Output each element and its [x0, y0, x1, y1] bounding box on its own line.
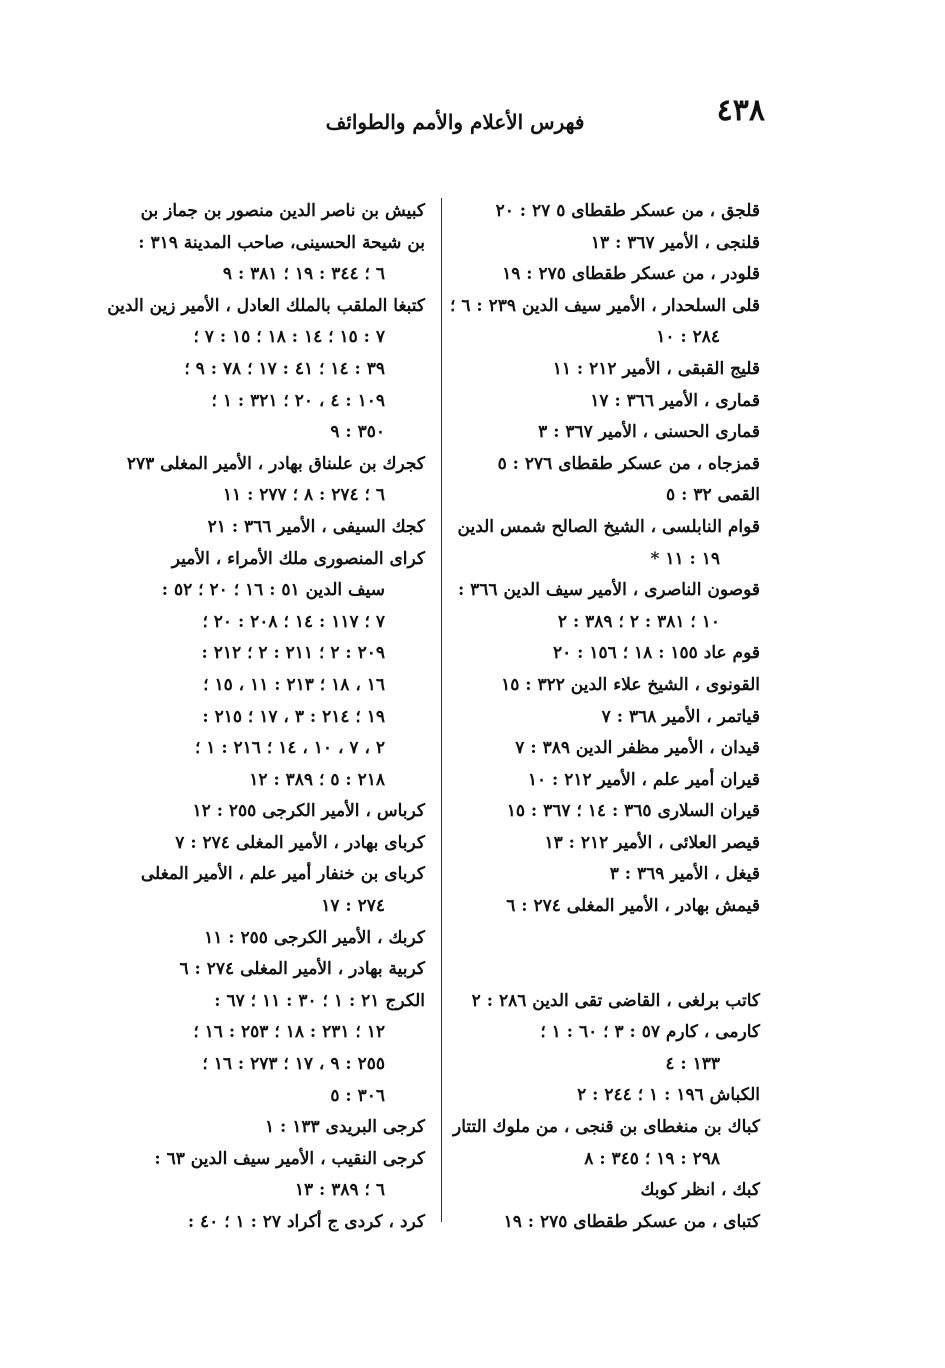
index-entry: كباك بن منغطاى بن قنجى ، من ملوك التتار: [453, 1117, 760, 1138]
index-entry: قلودر ، من عسكر طقطاى ٢٧٥ : ١٩: [502, 264, 760, 285]
index-entry: قلنجى ، الأمير ٣٦٧ : ١٣: [590, 232, 760, 253]
index-entry: قيمش بهادر ، الأمير المغلى ٢٧٤ : ٦: [506, 896, 760, 917]
index-entry: كبك ، انظر كوبك: [640, 1180, 760, 1201]
index-entry: قوصون الناصرى ، الأمير سيف الدين ٣٦٦ :: [457, 580, 760, 601]
index-entry-continuation: سيف الدين ٥١ : ١٦ ؛ ٢٠ ؛ ٥٢ :: [161, 580, 385, 601]
index-entry: كربك ، الأمير الكرجى ٢٥٥ : ١١: [204, 927, 425, 948]
index-entry-continuation: ٦ ؛ ٢٧٤ : ٨ ؛ ٢٧٧ : ١١: [222, 485, 385, 506]
index-column-left: [107, 196, 425, 1239]
index-entry: كبيش بن ناصر الدين منصور بن جماز بن: [140, 201, 425, 221]
index-entry: كرجى النقيب ، الأمير سيف الدين ٦٣ :: [154, 1148, 425, 1169]
index-entry: الكباش ١٩٦ : ١ ؛ ٢٤٤ : ٢: [577, 1085, 760, 1106]
running-title: فهرس الأعلام والأمم والطوائف: [325, 110, 585, 134]
index-entry-continuation: ٢ ، ٧ ، ١٠ ، ١٤ ؛ ٢١٦ : ١ ؛: [194, 738, 385, 759]
index-entry: كجرك بن علىناق بهادر ، الأمير المغلى ٢٧٣: [126, 453, 425, 474]
index-entry-continuation: ١٩ : ١١ *: [650, 548, 720, 569]
index-entry: كرباى بن خنفار أمير علم ، الأمير المغلى: [140, 864, 425, 885]
index-entry-continuation: ١٣٣ : ٤: [665, 1053, 720, 1074]
index-entry-continuation: ٢٩٨ : ١٩ ؛ ٣٤٥ : ٨: [584, 1148, 720, 1169]
index-entry: كرباس ، الأمير الكرجى ٢٥٥ : ١٢: [192, 801, 425, 822]
index-entry: قلجق ، من عسكر طقطاى ٥ ٢٧ : ٢٠: [495, 201, 760, 221]
index-entry: قيران السلارى ٣٦٥ : ١٤ ؛ ٣٦٧ : ١٥: [506, 801, 760, 822]
index-entry: كتبغا الملقب بالملك العادل ، الأمير زين الدين: [107, 295, 425, 316]
index-entry: قوام النابلسى ، الشيخ الصالح شمس الدين: [457, 516, 760, 537]
index-entry: كرجى البريدى ١٣٣ : ١: [264, 1117, 425, 1138]
index-entry: قياتمر ، الأمير ٣٦٨ : ٧: [601, 706, 760, 727]
index-entry: الكرج ٢١ : ١ ؛ ٣٠ : ١١ ؛ ٦٧ :: [214, 990, 425, 1011]
index-entry: كارمى ، كارم ٥٧ : ٣ ؛ ٦٠ : ١ ؛: [540, 1022, 760, 1043]
index-entry-continuation: ٢٥٥ : ٩ ، ١٧ ؛ ٢٧٣ : ١٦ ؛: [202, 1054, 385, 1075]
index-entry: القونوى ، الشيخ علاء الدين ٣٢٢ : ١٥: [501, 674, 760, 695]
index-entry-continuation: ٢٧٤ : ١٧: [321, 896, 385, 917]
index-entry: كاتب برلغى ، القاضى تقى الدين ٢٨٦ : ٢: [471, 990, 760, 1011]
index-entry-continuation: ١٠٩ : ٤ ، ٢٠ ؛ ٣٢١ : ١ ؛: [211, 390, 385, 411]
index-entry-continuation: ٢١٨ : ٥ ؛ ٣٨٩ : ١٢: [249, 769, 385, 790]
index-entry: قوم عاد ١٥٥ : ١٨ ؛ ١٥٦ : ٢٠: [552, 643, 760, 664]
index-entry: كراى المنصورى ملك الأمراء ، الأمير: [171, 548, 425, 569]
index-entry: كربية بهادر ، الأمير المغلى ٢٧٤ : ٦: [179, 959, 425, 980]
index-entry: كرباى بهادر ، الأمير المغلى ٢٧٤ : ٧: [175, 832, 425, 853]
index-entry-continuation: ١٦ ، ١٨ ؛ ٢١٣ : ١١ ، ١٥ ؛: [203, 674, 385, 695]
column-divider: [441, 198, 442, 1222]
index-entry-continuation: ٣٥٠ : ٩: [330, 422, 385, 443]
index-entry-continuation: ١٠ ؛ ٣٨١ : ٢ ؛ ٣٨٩ : ٢: [557, 611, 720, 632]
index-entry-continuation: ٦ ؛ ٣٤٤ : ١٩ ؛ ٣٨١ : ٩: [222, 264, 385, 285]
index-entry: قليج القبقى ، الأمير ٢١٢ : ١١: [552, 358, 760, 379]
index-entry: القمى ٣٢ : ٥: [666, 485, 760, 506]
index-entry-continuation: ١٩ ؛ ٢١٤ : ٣ ، ١٧ ؛ ٢١٥ :: [202, 706, 385, 727]
index-entry: قيصر العلائى ، الأمير ٢١٢ : ١٣: [544, 832, 760, 853]
index-entry: قيران أمير علم ، الأمير ٢١٢ : ١٠: [527, 769, 760, 790]
index-entry: بن شيحة الحسينى، صاحب المدينة ٣١٩ :: [138, 232, 425, 253]
index-entry-continuation: ٢٨٤ : ١٠: [656, 327, 720, 348]
index-entry-continuation: ٢٠٩ : ٢ ؛ ٢١١ : ٢ ؛ ٢١٢ :: [201, 643, 385, 664]
index-entry-continuation: ٧ : ١٥ ؛ ١٤ : ١٨ ؛ ١٥ : ٧ ؛: [193, 327, 385, 348]
index-entry: قمزجاه ، من عسكر طقطاى ٢٧٦ : ٥: [497, 453, 760, 474]
index-entry-continuation: ٧ ؛ ١١٧ : ١٤ ؛ ٢٠٨ : ٢٠ ؛: [202, 611, 385, 632]
index-entry: كتباى ، من عسكر طقطاى ٢٧٥ : ١٩: [503, 1211, 760, 1232]
page-number: ٤٣٨: [716, 93, 765, 128]
index-entry-continuation: ١٢ ؛ ٢٣١ : ١٨ ؛ ٢٥٣ : ١٦ ؛: [193, 1022, 385, 1043]
index-entry-continuation: ٣٩ : ١٤ ؛ ٤١ : ١٧ ؛ ٧٨ : ٩ ؛: [184, 358, 385, 379]
index-entry: قلى السلحدار ، الأمير سيف الدين ٢٣٩ : ٦ ؛: [450, 295, 760, 316]
section-gap: [460, 923, 760, 986]
index-entry-continuation: ٦ ؛ ٣٨٩ : ١٣: [294, 1180, 385, 1201]
index-entry-continuation: ٣٠٦ : ٥: [330, 1085, 385, 1106]
index-entry: قيدان ، الأمير مظفر الدين ٣٨٩ : ٧: [515, 738, 760, 759]
index-entry: كرد ، كردى ج أكراد ٢٧ : ١ ؛ ٤٠ :: [187, 1212, 425, 1232]
index-column-right: [450, 196, 760, 1238]
index-entry: كجك السيفى ، الأمير ٣٦٦ : ٢١: [207, 516, 425, 537]
index-entry: قيغل ، الأمير ٣٦٩ : ٣: [609, 864, 760, 885]
index-entry: قمارى ، الأمير ٣٦٦ : ١٧: [590, 390, 760, 411]
index-entry: قمارى الحسنى ، الأمير ٣٦٧ : ٣: [538, 422, 760, 443]
